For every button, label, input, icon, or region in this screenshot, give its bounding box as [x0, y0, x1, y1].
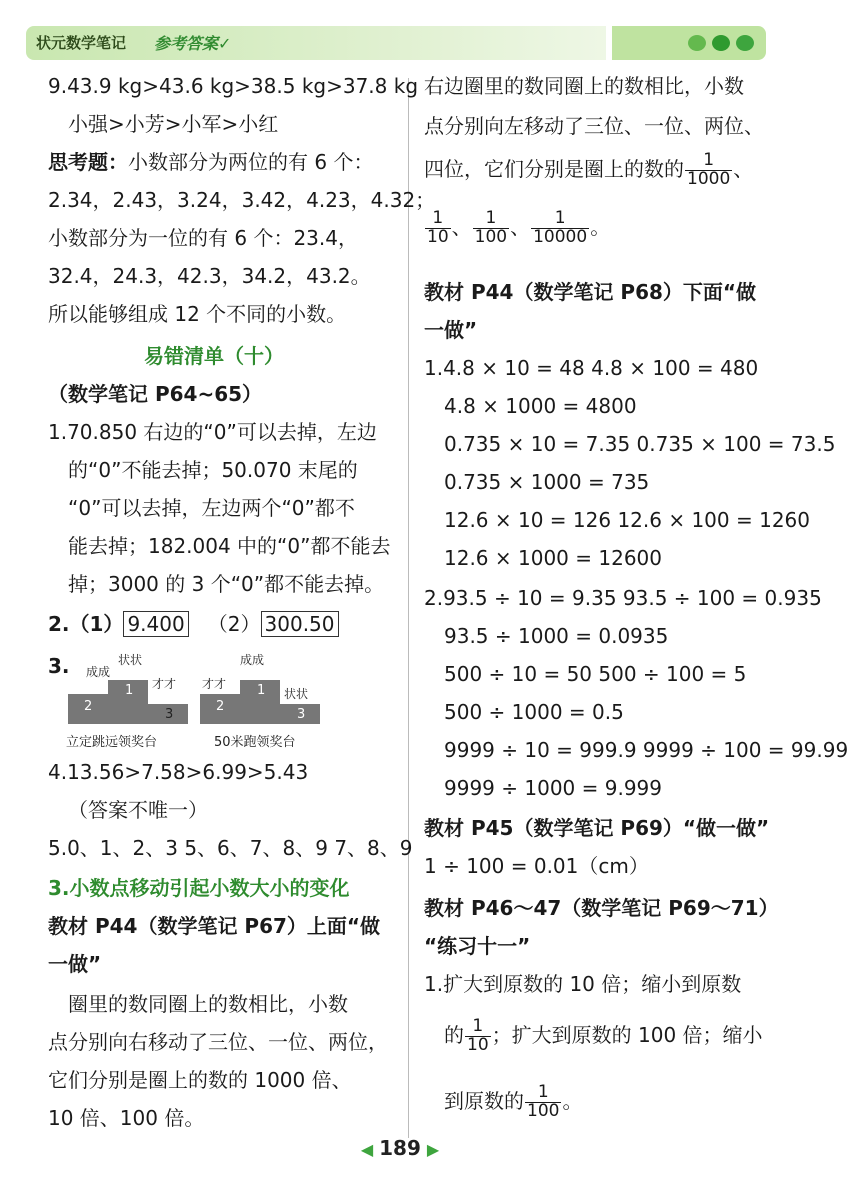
podium-diagrams — [48, 654, 396, 754]
ex1-line2: 的 $\frac{1}{10}$ ；扩大到原数的 100 倍；缩小 — [444, 1016, 763, 1055]
book-title: 状元数学笔记 — [36, 34, 127, 52]
think-line-5: 所以能够组成 12 个不同的小数。 — [48, 302, 347, 326]
podium1-rank-3: 3 — [165, 707, 174, 722]
ref2-answer: 1 ÷ 100 = 0.01（cm） — [424, 854, 649, 878]
ref3-line1: 教材 P46～47（数学笔记 P69～71） — [424, 896, 779, 920]
ref2-title: 教材 P45（数学笔记 P69）“做一做” — [424, 816, 770, 840]
dot-icon — [712, 35, 730, 51]
s1-q3-number: 3. — [48, 654, 70, 678]
s2-para-line4: 10 倍、100 倍。 — [48, 1106, 205, 1130]
podium1-top-name: 状状 — [118, 653, 143, 667]
podium1-rank-1: 1 — [125, 683, 134, 698]
fraction-1-10000: $\frac{1}{10000}$ — [533, 208, 588, 247]
podium2-left-name: 才才 — [202, 677, 227, 691]
arrow-left-icon: ◀ — [360, 1140, 374, 1159]
podium1-left-name: 成成 — [86, 665, 111, 679]
r-para-line3: 四位，它们分别是圈上的数的 $\frac{1}{1000}$ 、 — [424, 150, 754, 189]
mult-line2: 4.8 × 1000 = 4800 — [444, 394, 637, 418]
mult-line5: 12.6 × 10 = 126 12.6 × 100 = 1260 — [444, 508, 811, 532]
dot-icon — [688, 35, 706, 51]
r-fractions-line: $\frac{1}{10}$ 、 $\frac{1}{100}$ 、 $\frac{1}{10000}$ 。 — [427, 208, 611, 247]
fraction-1-10: $\frac{1}{10}$ — [427, 208, 449, 247]
ref3-line2: “练习十一” — [424, 934, 531, 958]
r-para-line1: 右边圈里的数同圈上的数相比，小数 — [424, 74, 744, 98]
s1-q1-line3: “0”可以去掉，左边两个“0”都不 — [68, 496, 355, 520]
answer-box-1: 9.400 — [123, 611, 188, 637]
page-header — [26, 26, 766, 60]
s2-para-line3: 它们分别是圈上的数的 1000 倍、 — [48, 1068, 352, 1092]
ex1-line1: 1.扩大到原数的 10 倍；缩小到原数 — [424, 972, 742, 996]
fraction-1-100: $\frac{1}{100}$ — [527, 1082, 560, 1121]
think-line-3: 小数部分为一位的有 6 个：23.4， — [48, 226, 358, 250]
mult-line4: 0.735 × 1000 = 735 — [444, 470, 650, 494]
section-title-errors: 易错清单（十） — [144, 344, 284, 368]
s2-ref-line1: 教材 P44（数学笔记 P67）上面“做 — [48, 914, 381, 938]
podium1-caption: 立定跳远领奖台 — [66, 735, 158, 750]
fraction-1-100: $\frac{1}{100}$ — [474, 208, 508, 247]
header-decoration — [612, 26, 766, 60]
s1-q1-line1: 1.70.850 右边的“0”可以去掉，左边 — [48, 420, 377, 444]
s1-q2: 2.（1） 9.400 （2） 300.50 — [48, 612, 339, 636]
check-mark-icon: ✓ — [218, 34, 232, 53]
section1-ref: （数学笔记 P64~65） — [48, 382, 263, 406]
s1-q4-note: （答案不唯一） — [68, 798, 208, 822]
dot-icon — [736, 35, 754, 51]
arrow-right-icon: ▶ — [426, 1140, 440, 1159]
mult-line1: 1.4.8 × 10 = 48 4.8 × 100 = 480 — [424, 356, 759, 380]
podium2-rank-1: 1 — [257, 683, 266, 698]
decorative-dots — [688, 35, 754, 51]
r-para-line2: 点分别向左移动了三位、一位、两位、 — [424, 114, 764, 138]
div-line5: 9999 ÷ 10 = 999.9 9999 ÷ 100 = 99.99 — [444, 738, 848, 762]
podium2-rank-2: 2 — [216, 699, 225, 714]
mult-line3: 0.735 × 10 = 7.35 0.735 × 100 = 73.5 — [444, 432, 836, 456]
think-question: 思考题：小数部分为两位的有 6 个： — [48, 150, 374, 174]
podium2-top-name: 成成 — [240, 653, 265, 667]
answer-9: 9.43.9 kg>43.6 kg>38.5 kg>37.8 kg — [48, 74, 419, 98]
header-bar — [26, 26, 606, 60]
podium2-right-name: 状状 — [284, 687, 309, 701]
answer-9-names: 小强>小芳>小军>小红 — [68, 112, 279, 136]
podium-long-jump — [66, 652, 188, 750]
answer-box-2: 300.50 — [261, 611, 339, 637]
think-line-4: 32.4，24.3，42.3，34.2，43.2。 — [48, 264, 371, 288]
s2-para-line1: 圈里的数同圈上的数相比，小数 — [68, 992, 348, 1016]
div-line2: 93.5 ÷ 1000 = 0.0935 — [444, 624, 669, 648]
div-line4: 500 ÷ 1000 = 0.5 — [444, 700, 624, 724]
section-title-decimal-shift: 3.小数点移动引起小数大小的变化 — [48, 876, 350, 900]
s1-q1-line5: 掉；3000 的 3 个“0”都不能去掉。 — [68, 572, 385, 596]
podium2-rank-3: 3 — [297, 707, 306, 722]
fraction-1-1000: $\frac{1}{1000}$ — [687, 150, 731, 189]
s2-para-line2: 点分别向右移动了三位、一位、两位， — [48, 1030, 388, 1054]
div-line3: 500 ÷ 10 = 50 500 ÷ 100 = 5 — [444, 662, 747, 686]
s1-q1-line4: 能去掉；182.004 中的“0”都不能去 — [68, 534, 391, 558]
column-divider — [408, 78, 409, 1138]
s2-ref-line2: 一做” — [48, 952, 102, 976]
think-line-2: 2.34，2.43，3.24，3.42，4.23，4.32； — [48, 188, 436, 212]
podium1-right-name: 才才 — [152, 677, 177, 691]
mult-line6: 12.6 × 1000 = 12600 — [444, 546, 662, 570]
ex1-line3: 到原数的 $\frac{1}{100}$ 。 — [444, 1082, 583, 1121]
div-line1: 2.93.5 ÷ 10 = 9.35 93.5 ÷ 100 = 0.935 — [424, 586, 822, 610]
fraction-1-10: $\frac{1}{10}$ — [467, 1016, 489, 1055]
s1-q4: 4.13.56>7.58>6.99>5.43 — [48, 760, 309, 784]
podium2-caption: 50米跑领奖台 — [214, 735, 296, 750]
page-number: ◀ 189 ▶ — [360, 1136, 440, 1160]
s1-q5: 5.0、1、2、3 5、6、7、8、9 7、8、9 — [48, 836, 413, 860]
podium-50m-run — [200, 652, 320, 750]
div-line6: 9999 ÷ 1000 = 9.999 — [444, 776, 662, 800]
ref1-line2: 一做” — [424, 318, 478, 342]
ref1-line1: 教材 P44（数学笔记 P68）下面“做 — [424, 280, 757, 304]
podium1-rank-2: 2 — [84, 699, 93, 714]
s1-q1-line2: 的“0”不能去掉；50.070 末尾的 — [68, 458, 358, 482]
header-subtitle: 参考答案✓ — [154, 34, 232, 53]
